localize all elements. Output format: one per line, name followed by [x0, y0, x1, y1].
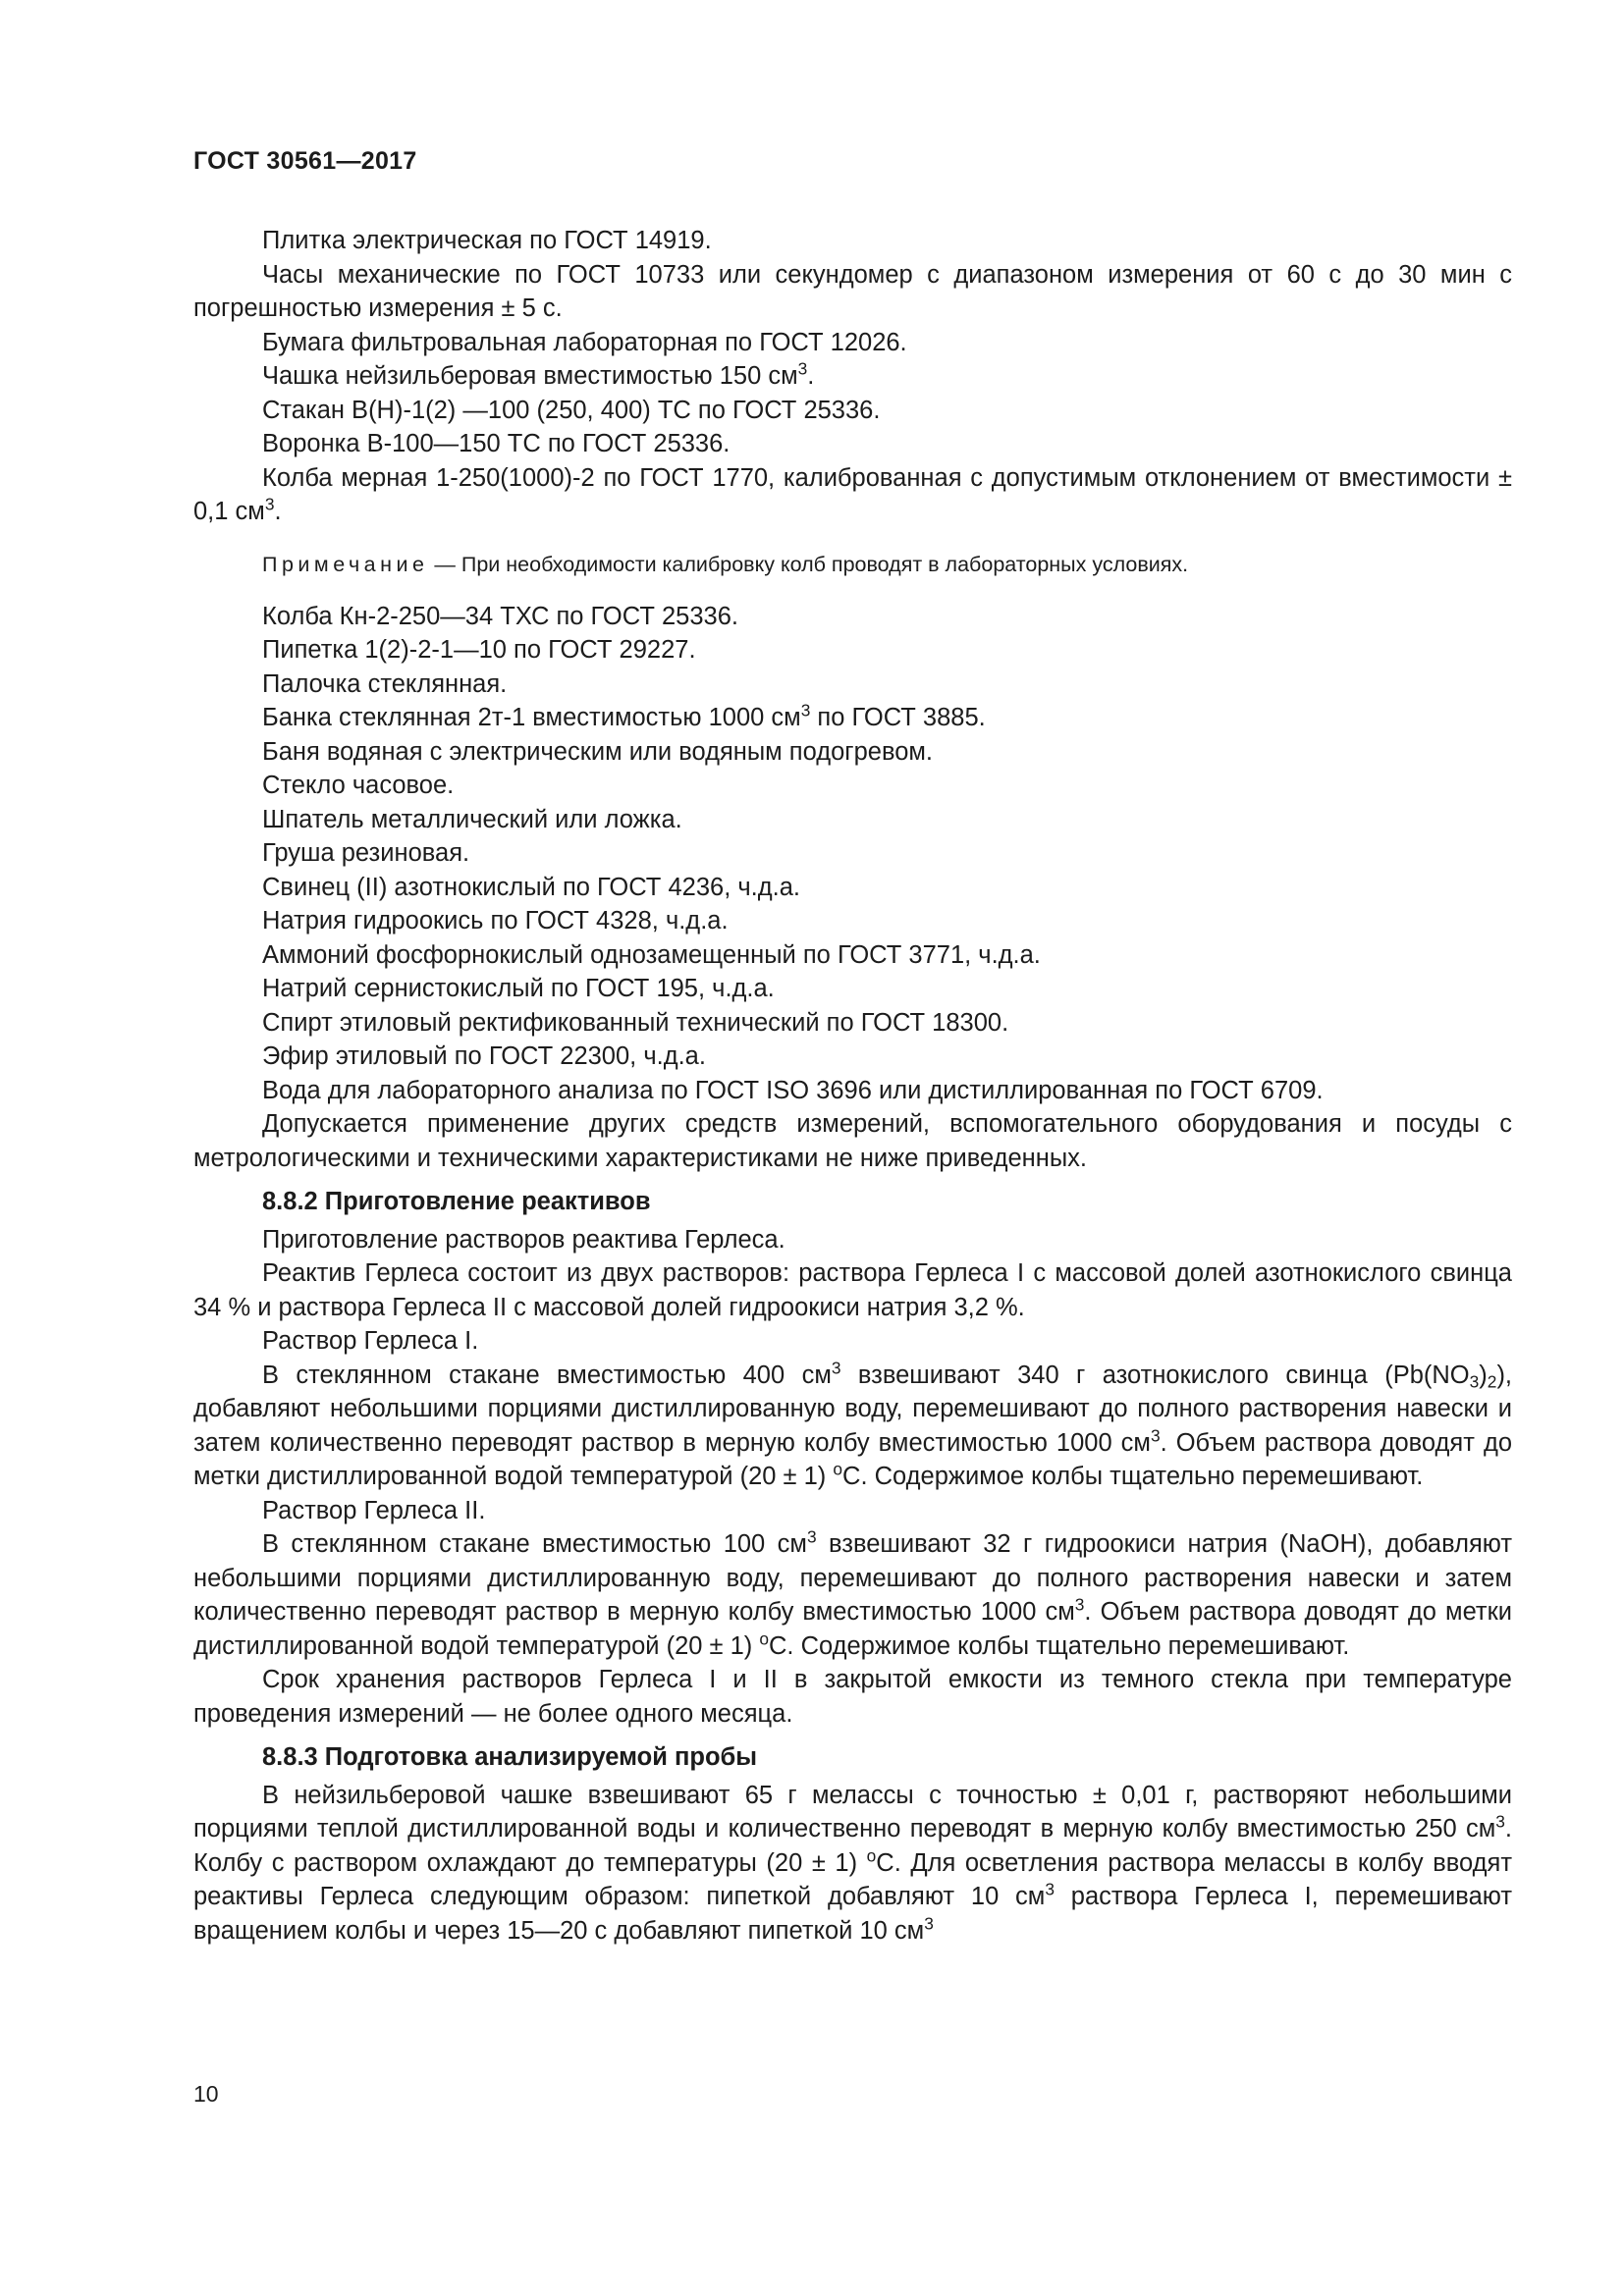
paragraph: В нейзильберовой чашке взвешивают 65 г мелассы с точностью ± 0,01 г, растворяют небольшими порциями теплой дистиллированной воды и количественно переводят в мерную колбу вместимостью 250 $см^3$. Колбу с раствором охлаждают до температуры (20 ± 1) $^о$С. Для осветления раствора мелассы в колбу вводят реактивы Герлеса следующим образом: пипеткой добавляют 10 $см^3$ раствора Герлеса I, перемешивают вращением колбы и через 15—20 с добавляют пипеткой 10 $см^3$: [193, 1781, 1512, 1945]
equipment-item: Вода для лабораторного анализа по ГОСТ ISO 3696 или дистиллированная по ГОСТ 6709.: [262, 1076, 1324, 1104]
equipment-item: Плитка электрическая по ГОСТ 14919.: [262, 227, 712, 254]
equipment-item: Свинец (II) азотнокислый по ГОСТ 4236, ч.д.а.: [262, 873, 800, 901]
paragraph: Реактив Герлеса состоит из двух растворов: раствора Герлеса I с массовой долей азотнокислого свинца 34 % и раствора Герлеса II с массовой долей гидроокиси натрия 3,2 %.: [193, 1259, 1512, 1321]
document-header: ГОСТ 30561—2017: [193, 147, 417, 175]
note-text: — При необходимости калибровку колб проводят в лабораторных условиях.: [428, 552, 1189, 576]
note: [193, 550, 1512, 579]
equipment-item: Аммоний фосфорнокислый однозамещенный по ГОСТ 3771, ч.д.а.: [262, 940, 1041, 969]
document-body: [193, 224, 1512, 1948]
equipment-item: Палочка стеклянная.: [262, 669, 508, 698]
equipment-item: Колба мерная 1-250(1000)-2 по ГОСТ 1770, калиброванная с допустимым отклонением от вместимости ± 0,1 $см^3$.: [193, 463, 1512, 525]
equipment-item: Допускается применение других средств измерений, вспомогательного оборудования и посуды с метрологическими и техническими характеристиками не ниже приведенных.: [193, 1110, 1512, 1172]
paragraph: Срок хранения растворов Герлеса I и II в закрытой емкости из темного стекла при температуре проведения измерений — не более одного месяца.: [193, 1666, 1512, 1728]
paragraph: В стеклянном стакане вместимостью 400 $см^3$ взвешивают 340 г азотнокислого свинца $(Pb(NO_3)_2)$, добавляют небольшими порциями дистиллированную воду, перемешивают до полного растворения навески и затем количественно переводят раствор в мерную колбу вместимостью 1000 $см^3$. Объем раствора доводят до метки дистиллированной водой температурой (20 ± 1) $^о$С. Содержимое колбы тщательно перемешивают.: [193, 1357, 1513, 1490]
equipment-item: Стакан В(Н)-1(2) —100 (250, 400) ТС по ГОСТ 25336.: [262, 396, 881, 424]
equipment-item: Стекло часовое.: [262, 772, 455, 799]
equipment-item: Часы механические по ГОСТ 10733 или секундомер с диапазоном измерения от 60 с до 30 мин с погрешностью измерения ± 5 с.: [193, 260, 1512, 322]
equipment-item: Воронка В-100—150 ТС по ГОСТ 25336.: [262, 430, 731, 457]
paragraph: Раствор Герлеса I.: [262, 1327, 479, 1355]
equipment-item: Банка стеклянная 2т-1 вместимостью 1000 $см^3$ по ГОСТ 3885.: [262, 700, 986, 731]
equipment-item: Шпатель металлический или ложка.: [262, 805, 682, 833]
equipment-item: Чашка нейзильберовая вместимостью 150 $см^3$.: [262, 358, 815, 390]
equipment-item: Баня водяная с электрическим или водяным подогревом.: [262, 737, 934, 766]
paragraph: Раствор Герлеса II.: [262, 1496, 486, 1524]
equipment-item: Колба Кн-2-250—34 ТХС по ГОСТ 25336.: [262, 602, 738, 630]
equipment-item: Натрия гидроокись по ГОСТ 4328, ч.д.а.: [262, 907, 729, 934]
page-number: 10: [193, 2081, 219, 2107]
equipment-item: Пипетка 1(2)-2-1—10 по ГОСТ 29227.: [262, 636, 696, 664]
equipment-item: Эфир этиловый по ГОСТ 22300, ч.д.а.: [262, 1042, 706, 1070]
paragraph: Приготовление растворов реактива Герлеса.: [262, 1225, 785, 1254]
equipment-item: Спирт этиловый ректификованный технический по ГОСТ 18300.: [262, 1008, 1009, 1037]
paragraph: В стеклянном стакане вместимостью 100 $см^3$ взвешивают 32 г гидроокиси натрия (NaOH), добавляют небольшими порциями дистиллированную воду, перемешивают до полного растворения навески и затем количественно переводят раствор в мерную колбу вместимостью 1000 $см^3$. Объем раствора доводят до метки дистиллированной водой температурой (20 ± 1) $^о$С. Содержимое колбы тщательно перемешивают.: [193, 1526, 1513, 1660]
equipment-item: Бумага фильтровальная лабораторная по ГОСТ 12026.: [262, 328, 907, 356]
note-label: Примечание: [262, 552, 429, 576]
section-heading-8-8-3: 8.8.3 Подготовка анализируемой пробы: [262, 1743, 758, 1771]
equipment-item: Груша резиновая.: [262, 839, 470, 867]
section-heading-8-8-2: 8.8.2 Приготовление реактивов: [262, 1188, 651, 1215]
equipment-item: Натрий сернистокислый по ГОСТ 195, ч.д.а.: [262, 975, 775, 1002]
